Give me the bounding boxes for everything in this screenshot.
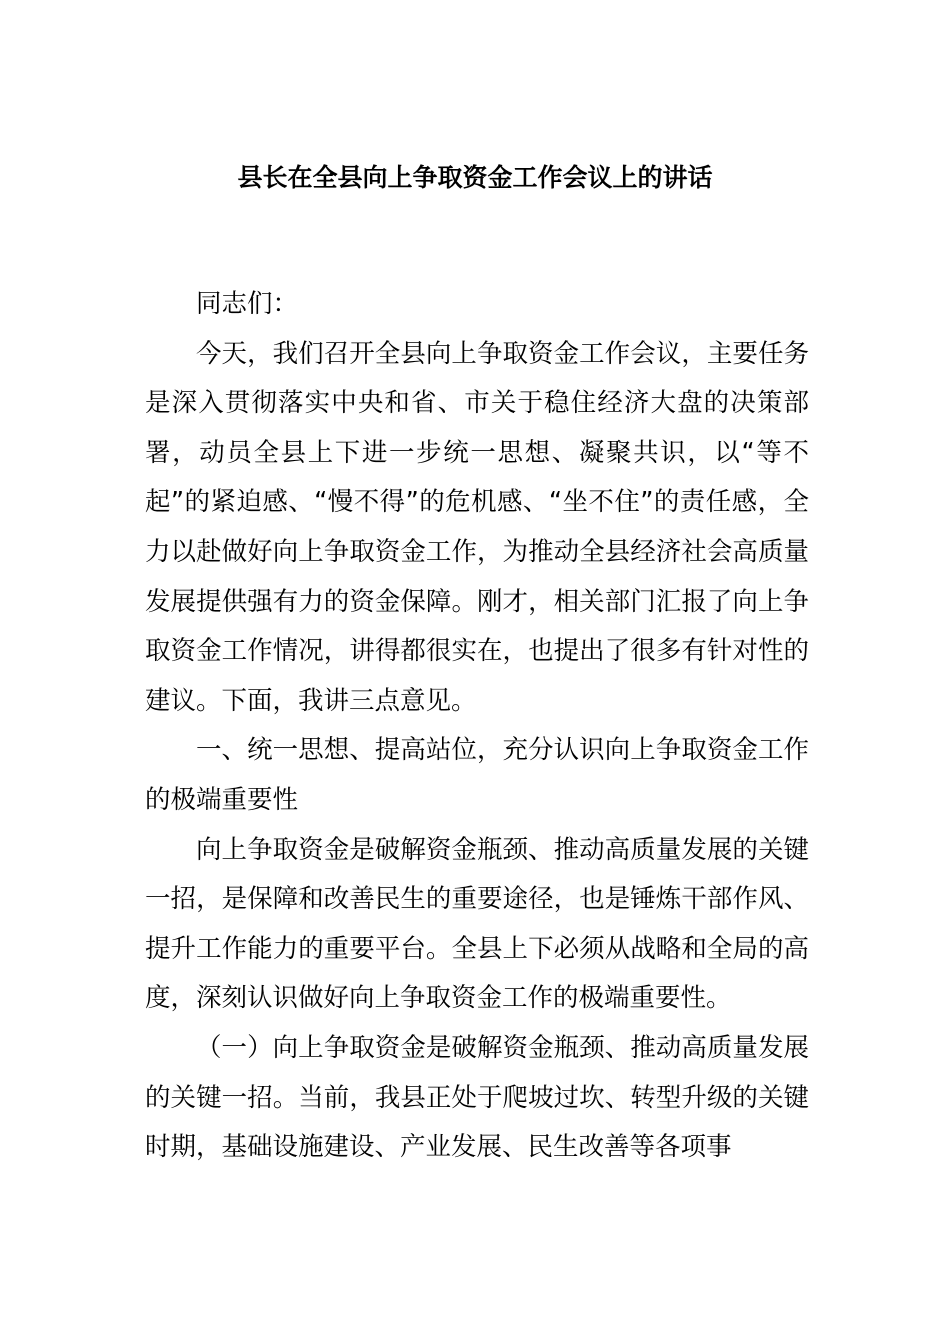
paragraph-intro: 今天，我们召开全县向上争取资金工作会议，主要任务是深入贯彻落实中央和省、市关于稳住经济大盘的决策部署，动员全县上下进一步统一思想、凝聚共识，以“等不起”的紧迫感、“慢不得”的危机感、“坐不住”的责任感，全力以赴做好向上争取资金工作，为推动全县经济社会高质量发展提供强有力的资金保障。刚才，相关部门汇报了向上争取资金工作情况，讲得都很实在，也提出了很多有针对性的建议。下面，我讲三点意见。 <box>145 338 809 716</box>
section-heading-1: 一、统一思想、提高站位，充分认识向上争取资金工作的极端重要性 <box>145 735 809 815</box>
document-body <box>145 280 809 1173</box>
document-title: 县长在全县向上争取资金工作会议上的讲话 <box>237 163 713 192</box>
salutation: 同志们： <box>196 289 299 319</box>
paragraph-section-1: 向上争取资金是破解资金瓶颈、推动高质量发展的关键一招，是保障和改善民生的重要途径，也是锤炼干部作风、提升工作能力的重要平台。全县上下必须从战略和全局的高度，深刻认识做好向上争取资金工作的极端重要性。 <box>145 834 809 1014</box>
paragraph-subsection-1: （一）向上争取资金是破解资金瓶颈、推动高质量发展的关键一招。当前，我县正处于爬坡过坎、转型升级的关键时期，基础设施建设、产业发展、民生改善等各项事 <box>145 1032 809 1163</box>
